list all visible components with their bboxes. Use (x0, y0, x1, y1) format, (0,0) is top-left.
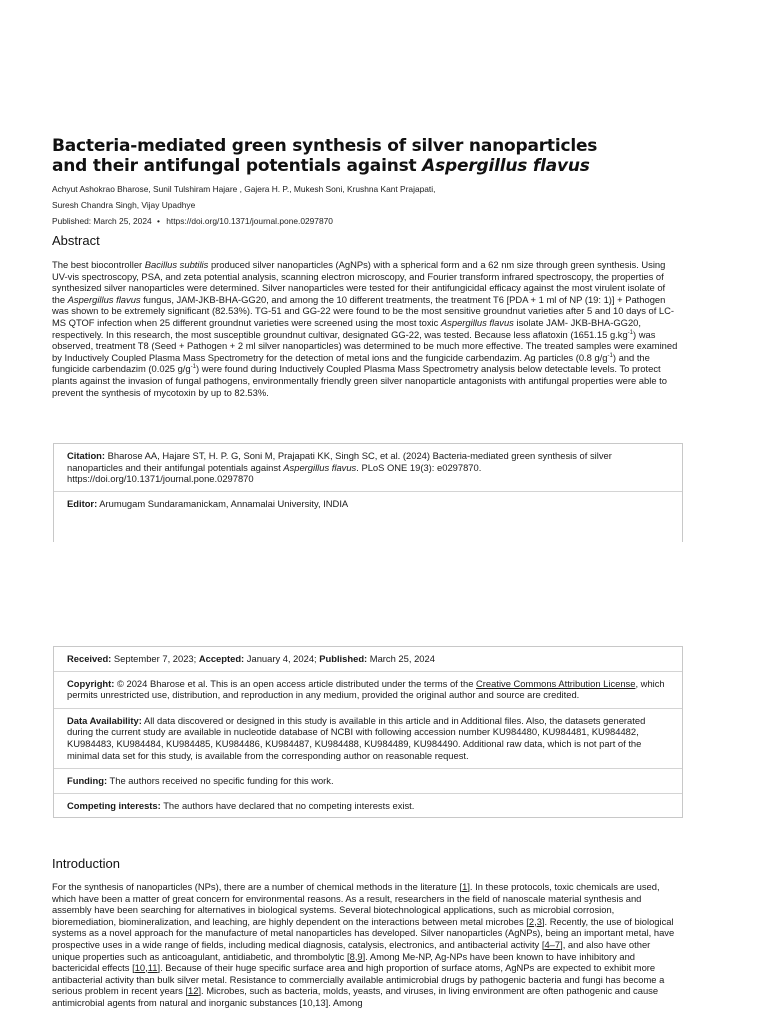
copyright-row (54, 672, 682, 709)
text-run: , (534, 915, 537, 927)
data-availability-row (54, 709, 682, 769)
article-info-box (53, 646, 683, 818)
published-date: Published: March 25, 2024 (52, 216, 152, 226)
citation-label: Citation: (67, 450, 106, 461)
superscript: -1 (627, 329, 634, 336)
superscript: -1 (190, 364, 196, 371)
copyright-label: Copyright: (67, 677, 115, 689)
text-run: ) and the fungicide carbendazim (0.025 g/g (52, 351, 650, 375)
reference-link[interactable]: 1 (462, 881, 468, 892)
published-label: Published: (319, 653, 368, 664)
funding-value: The authors received no specific funding for this work. (107, 775, 334, 787)
species-name: Aspergillus flavus (67, 293, 141, 305)
text-run: ]. Because of their huge specific surface area and high proportion of surface atoms, AgNPs are expected to exhibit more antibacterial activity than bulk silver metal. Resistance to commercially available antimicrobial drugs by pathogenic bacteria and fungi has become a serious problem in recent years [ (52, 962, 665, 997)
superscript: -1 (607, 352, 613, 359)
separator-bullet: • (156, 216, 160, 226)
received-label: Received: (67, 653, 112, 664)
funding-label: Funding: (67, 775, 108, 787)
citation-text-end[interactable]: . PLoS ONE 19(3): e0297870. https://doi.org/10.1371/journal.pone.0297870 (67, 461, 482, 485)
text-run: The best biocontroller (52, 259, 145, 270)
authors-line-1[interactable]: Achyut Ashokrao Bharose, Sunil Tulshiram Hajare , Gajera H. P., Mukesh Soni, Krushna Kant Prajapati, (52, 184, 436, 194)
text-run: ) were found during Inductively Coupled Plasma Mass Spectrometry analysis below detectable levels. To protect plants against the invasion of fungal pathogens, environmentally friendly green silver nanoparticle antagonists with antifungal properties were able to prevent the synthesis of mycotoxin by up to 82.53%. (52, 363, 667, 398)
reference-link[interactable]: 9 (357, 950, 363, 962)
species-name: Aspergillus flavus (440, 316, 514, 328)
article-title (52, 136, 712, 176)
text-run: For the synthesis of nanoparticles (NPs), there are a number of chemical methods in the literature [ (52, 881, 463, 892)
publication-line (52, 216, 333, 226)
text-run: ]. Microbes, such as bacteria, molds, yeasts, and viruses, in living environment are often pathogenic and cause antimicrobial agents from natural and inorganic substances [10,13]. Among (52, 985, 659, 1008)
reference-link[interactable]: 11 (147, 962, 158, 974)
license-link[interactable]: Creative Commons Attribution License (476, 677, 636, 689)
received-value: September 7, 2023; (111, 653, 199, 664)
text-run: ) was observed, treatment T8 (Seed + Pathogen + 2 ml silver nanoparticles) was determined to be much more effective. The treated samples were examined by Inductively Coupled Plasma Mass Spectrometry for the detection of metal ions and the fungicide carbendazim. Ag particles (0.8 g/g (52, 328, 678, 363)
citation-box (53, 443, 683, 542)
editor-label: Editor: (67, 497, 98, 509)
reference-link[interactable]: 12 (188, 985, 199, 997)
introduction-heading: Introduction (52, 856, 120, 871)
data-availability-label: Data Availability: (67, 714, 142, 726)
abstract-heading: Abstract (52, 233, 100, 248)
reference-link[interactable]: 8 (349, 950, 355, 962)
accepted-value: January 4, 2024; (244, 653, 320, 664)
data-availability-value: All data discovered or designed in this study is available in this article and in Additional files. Also, the datasets generated during the current study are available in nucleotide database of NCBI with following accession number KU984480, KU984481, KU984482, KU984483, KU984484, KU984485, KU984486, KU984487, KU984488, KU984489, KU984490. Additional raw data, which is not part of the minimal data set for this study, is available from the corresponding author on reasonable request. (67, 714, 646, 761)
species-name: Bacillus subtilis (144, 259, 209, 270)
title-species-name: Aspergillus flavus (422, 156, 590, 176)
text-run: , (354, 950, 358, 962)
competing-interests-row (54, 794, 682, 818)
text-run: ]. In these protocols, toxic chemicals are used, which have been a matter of great concern for environmental reasons. As a result, researchers in the field of nanoscale material synthesis and assembly have been searching for alternatives in biological systems. Several biotechnological applications, such as microbial corrosion, bioremediation, biomineralization, and leaching, are highly dependent on the interactions between metal microbes [ (52, 881, 660, 927)
text-run: ]. Among Me-NP, Ag-NPs have been known to have inhibitory and bactericidal effects [ (52, 950, 636, 974)
citation-row (54, 444, 682, 492)
published-value: March 25, 2024 (367, 653, 435, 664)
editor-row (54, 492, 682, 548)
competing-interests-value: The authors have declared that no competing interests exist. (160, 799, 415, 811)
title-line-1: Bacteria-mediated green synthesis of silver nanoparticles (52, 136, 598, 156)
text-run: ], and also have other unique properties such as anticoagulant, antidiabetic, and thrombolytic [ (52, 938, 651, 962)
introduction-body (52, 881, 678, 1009)
competing-interests-label: Competing interests: (67, 799, 161, 811)
text-run: fungus, JAM-JKB-BHA-GG20, and among the 10 different treatments, the treatment T6 [PDA + 1 ml of NP (19: 1)] + Pathogen was shown to be extremely significant (82.53%). TG-51 and GG-22 were found to be the most sensitive groundnut varieties after 5 and 10 days of LC-MS QTOF infection when 25 different groundnut varieties were screened using the most toxic (52, 293, 675, 328)
citation-text: Bharose AA, Hajare ST, H. P. G, Soni M, Prajapati KK, Singh SC, et al. (2024) Bacteria-mediated green synthesis of silver nanoparticles and their antifungal potentials against (67, 450, 612, 473)
doi-link[interactable]: https://doi.org/10.1371/journal.pone.0297870 (166, 216, 333, 226)
citation-species: Aspergillus flavus (283, 461, 357, 473)
text-run: isolate JAM- JKB-BHA-GG20, respectively. In this research, the most susceptible groundnut cultivar, designated GG-22, was tested. Because less aflatoxin (1651.15 g.kg (52, 316, 641, 340)
reference-link[interactable]: 4–7 (544, 938, 561, 950)
text-run: produced silver nanoparticles (AgNPs) with a spherical form and a 62 nm size through green synthesis. Using UV-vis spectroscopy, PSA, and zeta potential analysis, scanning electron microscopy, and Fourier transform infrared spectroscopy, the properties of synthesized silver nanoparticles were determined. Silver nanoparticles were tested for their antifungicidal efficacy against the most virulent isolate of the (52, 259, 666, 305)
text-run: ]. Recently, the use of biological systems as a novel approach for the manufacture of metal nanoparticles has developed. Silver nanoparticles (AgNPs), being an important metal, have prospective uses in a wide range of fields, including medical diagnosis, catalysis, electronics, and antibacterial activity [ (52, 915, 675, 950)
reference-link[interactable]: 2 (528, 915, 535, 927)
dates-row (54, 647, 682, 672)
abstract-body (52, 259, 678, 398)
reference-link[interactable]: 3 (536, 915, 542, 927)
reference-link[interactable]: 10 (134, 962, 146, 974)
author-list (52, 181, 712, 213)
editor-value: Arumugam Sundaramanickam, Annamalai University, INDIA (97, 497, 349, 509)
title-line-2: and their antifungal potentials against (52, 156, 423, 176)
accepted-label: Accepted: (198, 653, 245, 664)
authors-line-2[interactable]: Suresh Chandra Singh, Vijay Upadhye (52, 200, 196, 210)
text-run: , (145, 962, 148, 974)
funding-row (54, 769, 682, 794)
copyright-text: © 2024 Bharose et al. This is an open access article distributed under the terms of the (114, 677, 477, 689)
copyright-text-end: , which permits unrestricted use, distribution, and reproduction in any medium, provided the original author and source are credited. (67, 677, 665, 701)
